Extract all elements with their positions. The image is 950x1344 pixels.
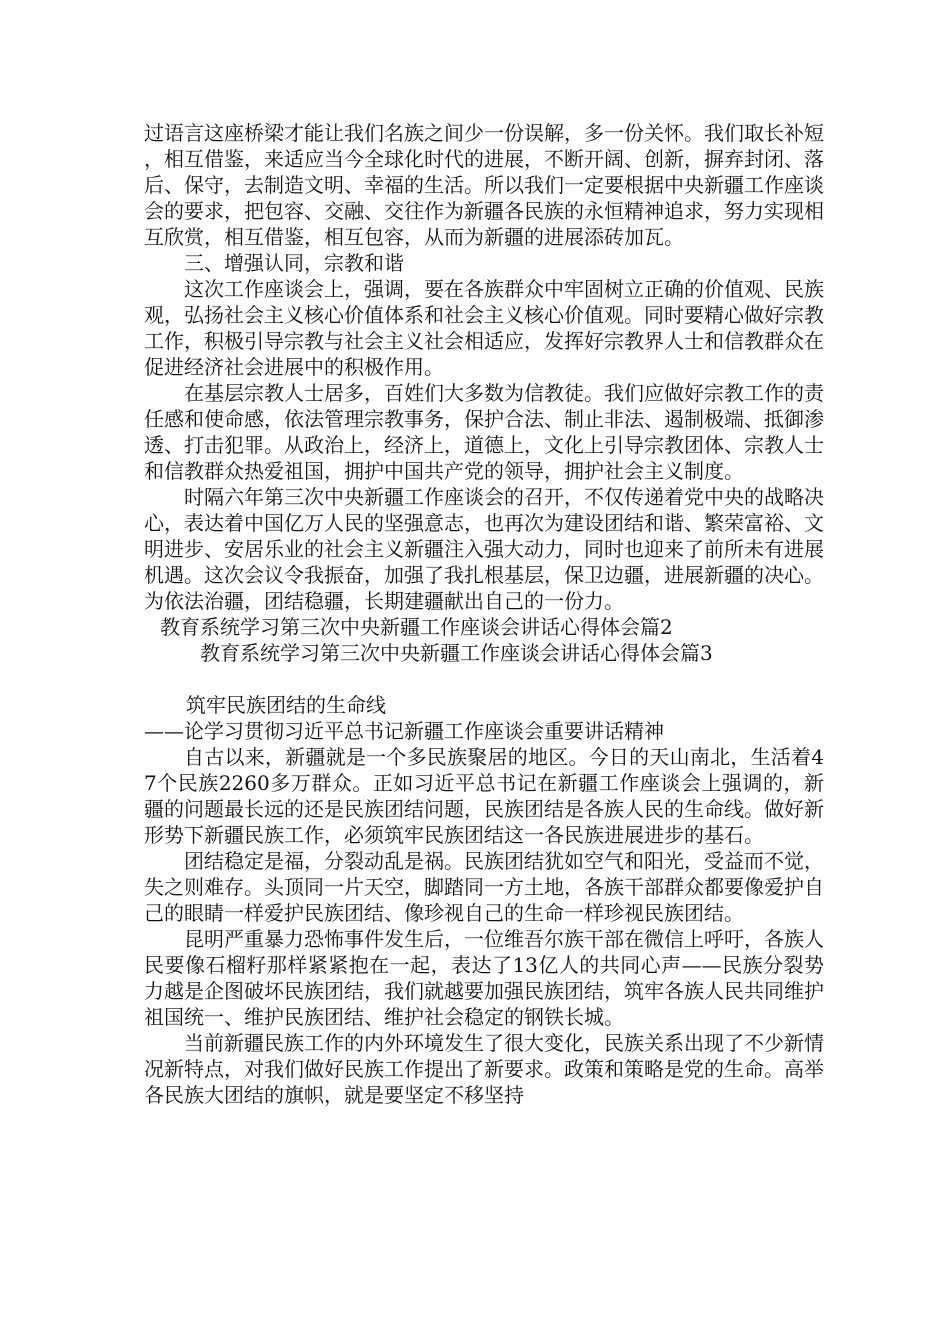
paragraph-language-bridge: 过语言这座桥梁才能让我们名族之间少一份误解，多一份关怀。我们取长补短，相互借鉴，来适应当今全球化时代的进展，不断开阔、创新，摒弃封闭、落后、保守，去制造文明、幸福的生活。所以我们一定要根据中央新疆工作座谈会的要求，把包容、交融、交往作为新疆各民族的永恒精神追求，努力实现相互欣赏，相互借鉴，相互包容，从而为新疆的进展添砖加瓦。: [144, 121, 824, 249]
article-headline: 筑牢民族团结的生命线: [186, 693, 386, 717]
article-title-2: 教育系统学习第三次中央新疆工作座谈会讲话心得体会篇2: [160, 615, 673, 639]
paragraph-multiethnic: 自古以来，新疆就是一个多民族聚居的地区。今日的天山南北，生活着47个民族2260多万群众。正如习近平总书记在新疆工作座谈会上强调的，新疆的问题最长远的还是民族团结问题，民族团结是各族人民的生命线。做好新形势下新疆民族工作，必须筑牢民族团结这一各民族进展进步的基石。: [144, 745, 824, 847]
blank-line: [144, 666, 824, 692]
paragraph-unity-stability: 团结稳定是福，分裂动乱是祸。民族团结犹如空气和阳光，受益而不觉，失之则难存。头顶同一片天空，脚踏同一方土地，各族干部群众都要像爱护自己的眼睛一样爱护民族团结、像珍视自己的生命一样珍视民族团结。: [144, 849, 824, 925]
article-title-3: 教育系统学习第三次中央新疆工作座谈会讲话心得体会篇3: [200, 641, 713, 665]
paragraph-current-work: 当前新疆民族工作的内外环境发生了很大变化，民族关系出现了不少新情况新特点，对我们做好民族工作提出了新要求。政策和策略是党的生命。高举各民族大团结的旗帜，就是要坚定不移坚持: [144, 1031, 824, 1107]
article-subheadline: ——论学习贯彻习近平总书记新疆工作座谈会重要讲话精神: [144, 719, 664, 743]
paragraph-kunming: 昆明严重暴力恐怖事件发生后，一位维吾尔族干部在微信上呼吁，各族人民要像石榴籽那样紧紧抱在一起，表达了13亿人的共同心声——民族分裂势力越是企图破坏民族团结，我们就越要加强民族团结，筑牢各族人民共同维护祖国统一、维护民族团结、维护社会稳定的钢铁长城。: [144, 927, 824, 1029]
paragraph-religious-work: 在基层宗教人士居多，百姓们大多数为信教徒。我们应做好宗教工作的责任感和使命感，依法管理宗教事务，保护合法、制止非法、遏制极端、抵御渗透、打击犯罪。从政治上，经济上，道德上，文化上引导宗教团体、宗教人士和信教群众热爱祖国，拥护中国共产党的领导，拥护社会主义制度。: [144, 381, 824, 483]
paragraph-values: 这次工作座谈会上，强调，要在各族群众中牢固树立正确的价值观、民族观，弘扬社会主义核心价值体系和社会主义核心价值观。同时要精心做好宗教工作，积极引导宗教与社会主义社会相适应，发挥好宗教界人士和信教群众在促进经济社会进展中的积极作用。: [144, 277, 824, 379]
section-heading-religion: 三、增强认同，宗教和谐: [184, 251, 404, 275]
paragraph-conference: 时隔六年第三次中央新疆工作座谈会的召开，不仅传递着党中央的战略决心，表达着中国亿万人民的坚强意志，也再次为建设团结和谐、繁荣富裕、文明进步、安居乐业的社会主义新疆注入强大动力，同时也迎来了前所未有进展机遇。这次会议令我振奋，加强了我扎根基层，保卫边疆，进展新疆的决心。为依法治疆，团结稳疆，长期建疆献出自己的一份力。: [144, 485, 824, 613]
document-body: [144, 120, 824, 1108]
